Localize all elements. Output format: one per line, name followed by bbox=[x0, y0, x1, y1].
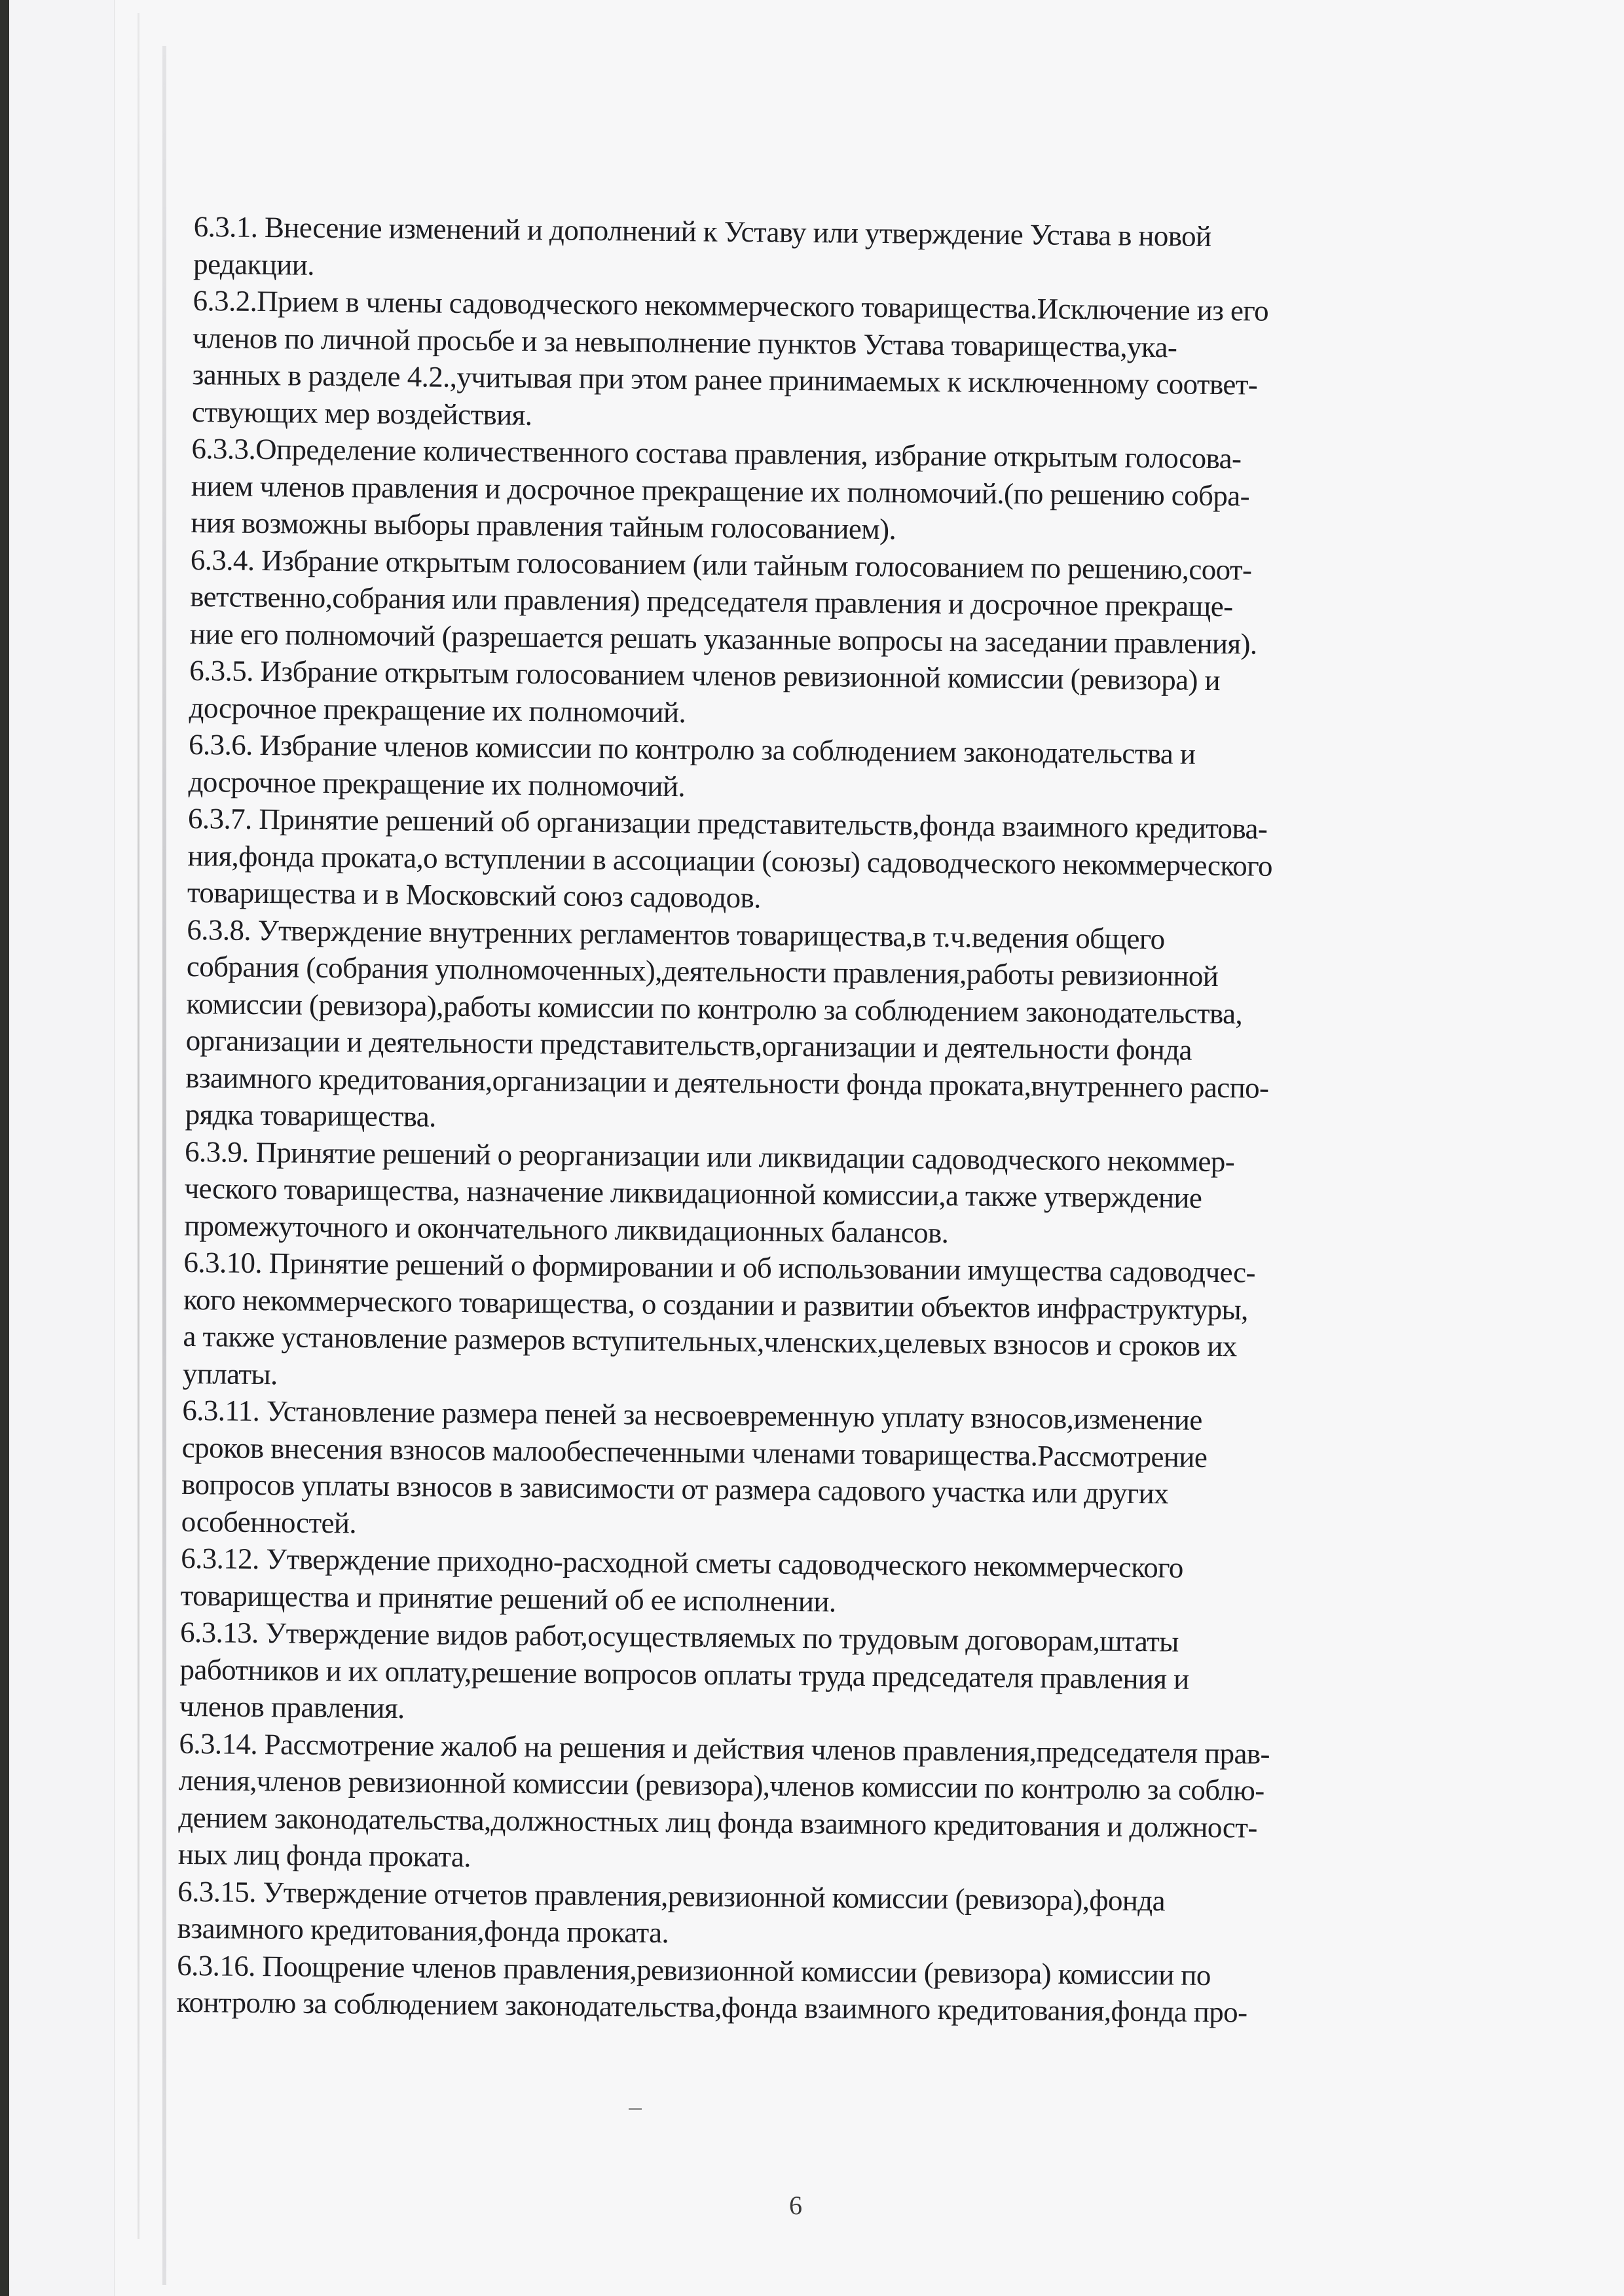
clause-6-3-15 bbox=[177, 1872, 1449, 1959]
clause-text: Внесение изменений и дополнений к Уставу или утверждение Устава в новой редакции. bbox=[193, 210, 1211, 282]
clause-6-3-13 bbox=[179, 1614, 1451, 1737]
clause-text: Определение количественного состава правления, избрание открытым голосова- нием членов правления и досрочное прекращение их полномочий.(по решению собра- ния возможны выборы правления тайным голосованием). bbox=[191, 432, 1250, 546]
clause-6-3-1 bbox=[193, 208, 1464, 295]
clause-6-3-11 bbox=[181, 1392, 1452, 1552]
clause-text: Принятие решений об организации представительств,фонда взаимного кредитова- ния,фонда проката,о вступлении в ассоциации (союзы) садоводческого некоммерческого товарищества и в Московский союз садоводов. bbox=[187, 802, 1273, 915]
clause-number: 6.3.8. bbox=[187, 913, 251, 947]
document-body bbox=[176, 208, 1464, 2033]
clause-number: 6.3.11. bbox=[182, 1393, 260, 1428]
clause-6-3-9 bbox=[184, 1133, 1456, 1256]
clause-text: Избрание членов комиссии по контролю за соблюдением законодательства и досрочное прекращение их полномочий. bbox=[188, 728, 1196, 803]
page-number: 6 bbox=[789, 2191, 802, 2220]
clause-6-3-16 bbox=[176, 1946, 1447, 2033]
clause-number: 6.3.16. bbox=[177, 1948, 256, 1982]
clause-text: Поощрение членов правления,ревизионной комиссии (ревизора) комиссии по контролю за соблюдением законодательства,фонда взаимного кредитования,фонда про- bbox=[176, 1949, 1247, 2029]
clause-6-3-8 bbox=[185, 911, 1457, 1145]
clause-6-3-4 bbox=[189, 541, 1461, 664]
clause-text: Утверждение приходно-расходной сметы садоводческого некоммерческого товарищества и принятие решений об ее исполнении. bbox=[180, 1542, 1184, 1618]
clause-number: 6.3.14. bbox=[179, 1726, 258, 1760]
clause-text: Избрание открытым голосованием членов ревизионной комиссии (ревизора) и досрочное прекращение их полномочий. bbox=[189, 654, 1221, 729]
clause-number: 6.3.1. bbox=[193, 210, 258, 244]
clause-number: 6.3.2. bbox=[193, 283, 257, 318]
scanner-edge bbox=[0, 0, 9, 2296]
clause-number: 6.3.6. bbox=[188, 727, 253, 761]
clause-number: 6.3.13. bbox=[179, 1615, 259, 1650]
clause-number: 6.3.3. bbox=[191, 431, 256, 465]
clause-6-3-5 bbox=[189, 652, 1460, 738]
adjacent-page-edge bbox=[9, 0, 115, 2296]
clause-text: Принятие решений о реорганизации или ликвидации садоводческого некоммер- ческого товарищества, назначение ликвидационной комиссии,а также утверждение промежуточного и окончательного ликвидационных балансов. bbox=[183, 1135, 1235, 1249]
clause-6-3-10 bbox=[183, 1244, 1454, 1404]
clause-number: 6.3.10. bbox=[183, 1245, 263, 1280]
clause-number: 6.3.7. bbox=[187, 801, 252, 835]
clause-text: Установление размера пеней за несвоевременную уплату взносов,изменение сроков внесения взносов малообеспеченными членами товарищества.Рассмотрение вопросов уплаты взносов в зависимости от размера садового участка или других особенностей. bbox=[181, 1394, 1208, 1539]
clause-text: Утверждение видов работ,осуществляемых по трудовым договорам,штаты работников и их оплату,решение вопросов оплаты труда председателя правления и членов правления. bbox=[179, 1616, 1189, 1725]
fold-line bbox=[138, 13, 139, 2239]
clause-text: Избрание открытым голосованием (или тайным голосованием по решению,соот- ветственно,собрания или правления) председателя правления и досрочное прекраще- ние его полномочий (разрешается решать указанные вопросы на заседании правления). bbox=[189, 543, 1257, 661]
clause-text: Принятие решений о формировании и об использовании имущества садоводчес- кого некоммерческого товарищества, о создании и развитии объектов инфраструктуры, а также установление размеров вступительных,членских,целевых взносов и сроков их уплаты. bbox=[182, 1247, 1256, 1391]
clause-text: Утверждение отчетов правления,ревизионной комиссии (ревизора),фонда взаимного кредитования,фонда проката. bbox=[177, 1875, 1166, 1950]
clause-number: 6.3.9. bbox=[184, 1135, 249, 1169]
binding-shadow bbox=[162, 46, 166, 2285]
clause-text: Утверждение внутренних регламентов товарищества,в т.ч.ведения общего собрания (собрания уполномоченных),деятельности правления,работы ревизионной комиссии (ревизора),работы комиссии по контролю за соблюдением законодательства, организации и деятельности представительств,организации и деятельности фонда взаимного кредитования,организации и деятельности фонда проката,внутреннего распо- рядка товарищества. bbox=[185, 913, 1269, 1133]
clause-number: 6.3.12. bbox=[180, 1541, 260, 1576]
clause-text: Рассмотрение жалоб на решения и действия членов правления,председателя прав- ления,членов ревизионной комиссии (ревизора),членов комиссии по контролю за соблю- дением законодательства,должностных лиц фонда взаимного кредитования и должност- ных лиц фонда проката. bbox=[177, 1727, 1270, 1874]
clause-number: 6.3.4. bbox=[190, 543, 255, 577]
clause-number: 6.3.5. bbox=[189, 653, 254, 687]
clause-6-3-6 bbox=[188, 726, 1459, 812]
clause-number: 6.3.15. bbox=[177, 1874, 257, 1908]
clause-6-3-14 bbox=[178, 1724, 1450, 1885]
clause-6-3-7 bbox=[187, 800, 1459, 923]
clause-text: Прием в члены садоводческого некоммерческого товарищества.Исключение из его членов по личной просьбе и за невыполнение пунктов Устава товарищества,ука- занных в разделе 4.2.,учитывая при этом ранее принимаемых к исключенному соответ- ствующих мер воздействия. bbox=[191, 284, 1269, 431]
clause-6-3-3 bbox=[191, 430, 1462, 553]
clause-6-3-12 bbox=[180, 1540, 1451, 1626]
scan-artifact bbox=[629, 2108, 642, 2110]
clause-6-3-2 bbox=[192, 282, 1464, 443]
